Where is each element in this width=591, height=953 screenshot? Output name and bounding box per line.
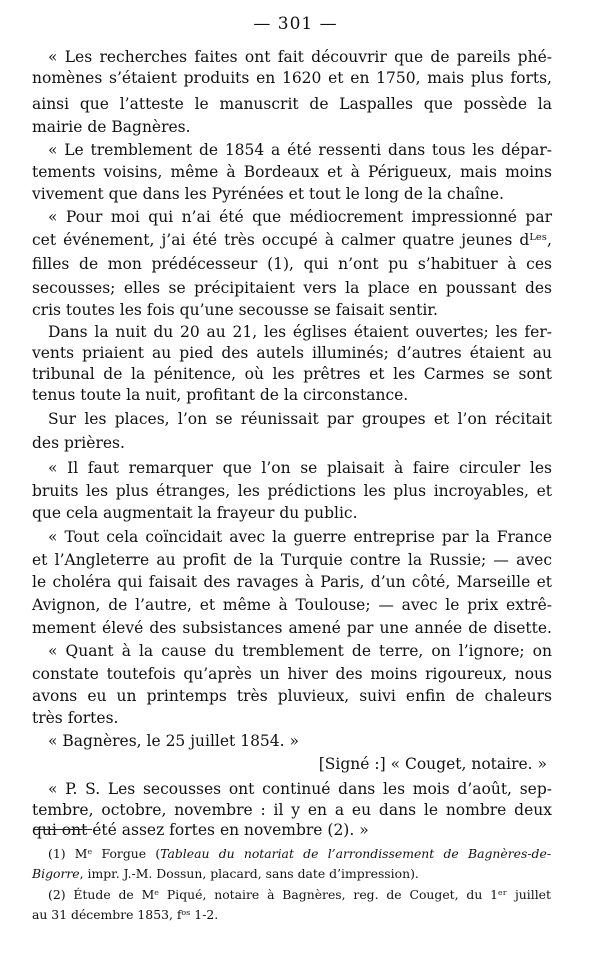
footnote-1 bbox=[48, 845, 551, 863]
text-line: tements voisins, même à Bordeaux et à Périgueux, mais moins bbox=[32, 163, 552, 181]
text-line: « Quant à la cause du tremblement de terre, on l’ignore; on bbox=[48, 642, 552, 660]
footnote-1-ref: (1) Mᵉ Forgue ( bbox=[48, 846, 161, 861]
text-line: cet événement, j’ai été très occupé à calmer quatre jeunes dᴸᵉˢ, bbox=[32, 231, 552, 249]
text-line: « Il faut remarquer que l’on se plaisait à faire circuler les bbox=[48, 459, 552, 477]
text-line: vents priaient au pied des autels illuminés; d’autres étaient au bbox=[32, 344, 552, 362]
text-line: mement élevé des subsistances amené par une année de disette. bbox=[32, 619, 552, 637]
text-line: « P. S. Les secousses ont continué dans les mois d’août, sep- bbox=[48, 780, 552, 798]
footnote-2-continued: au 31 décembre 1853, fᵒˢ 1-2. bbox=[32, 907, 219, 922]
text-line: filles de mon prédécesseur (1), qui n’ont pu s’habituer à ces bbox=[32, 255, 552, 273]
footnote-1-continued bbox=[32, 865, 419, 883]
footnote-1-title-end: Bigorre bbox=[32, 866, 80, 881]
footnote-rule bbox=[34, 829, 92, 830]
text-line: « Tout cela coïncidait avec la guerre entreprise par la France bbox=[48, 528, 552, 546]
text-line: que cela augmentait la frayeur du public. bbox=[32, 504, 358, 522]
text-line: des prières. bbox=[32, 434, 125, 452]
text-line: vivement que dans les Pyrénées et tout le long de la chaîne. bbox=[32, 185, 504, 203]
text-line: très fortes. bbox=[32, 709, 119, 727]
text-line: avons eu un printemps très pluvieux, suivi enfin de chaleurs bbox=[32, 687, 552, 705]
text-line: « Les recherches faites ont fait découvrir que de pareils phé- bbox=[48, 48, 552, 66]
text-line: cris toutes les fois qu’une secousse se faisait sentir. bbox=[32, 301, 438, 319]
text-line: ainsi que l’atteste le manuscrit de Laspalles que possède la bbox=[32, 95, 552, 113]
dateline: « Bagnères, le 25 juillet 1854. » bbox=[48, 732, 299, 750]
text-line: bruits les plus étranges, les prédictions les plus incroyables, et bbox=[32, 482, 552, 500]
page-number: — 301 — bbox=[253, 14, 338, 34]
text-line: le choléra qui faisait des ravages à Paris, d’un côté, Marseille et bbox=[32, 573, 552, 591]
text-line: tribunal de la pénitence, où les prêtres et les Carmes se sont bbox=[32, 365, 552, 383]
text-line: qui ont été assez fortes en novembre (2). » bbox=[32, 821, 369, 839]
text-line: et l’Angleterre au profit de la Turquie contre la Russie; — avec bbox=[32, 551, 552, 569]
text-line: Sur les places, l’on se réunissait par groupes et l’on récitait bbox=[48, 410, 552, 428]
text-line: tembre, octobre, novembre : il y en a eu dans le nombre deux bbox=[32, 801, 552, 819]
footnote-2: (2) Étude de Mᵉ Piqué, notaire à Bagnères, reg. de Couget, du 1ᵉʳ juillet bbox=[48, 887, 551, 902]
footnote-1-details: , impr. J.-M. Dossun, placard, sans date d’impression). bbox=[79, 866, 419, 881]
text-line: tenus toute la nuit, profitant de la circonstance. bbox=[32, 386, 409, 404]
text-line: « Pour moi qui n’ai été que médiocrement impressionné par bbox=[48, 208, 552, 226]
text-line: Dans la nuit du 20 au 21, les églises étaient ouvertes; les fer- bbox=[48, 323, 552, 341]
text-line: secousses; elles se précipitaient vers la place en poussant des bbox=[32, 279, 552, 297]
signature-line: [Signé :] « Couget, notaire. » bbox=[318, 755, 547, 773]
footnote-1-title: Tableau du notariat de l’arrondissement de Bagnères-de- bbox=[160, 846, 552, 861]
text-line: « Le tremblement de 1854 a été ressenti dans tous les dépar- bbox=[48, 141, 552, 159]
text-line: mairie de Bagnères. bbox=[32, 118, 191, 136]
text-line: Avignon, de l’autre, et même à Toulouse; — avec le prix extrê- bbox=[32, 596, 552, 614]
text-line: constate toutefois qu’après un hiver des moins rigoureux, nous bbox=[32, 665, 552, 683]
text-line: nomènes s’étaient produits en 1620 et en 1750, mais plus forts, bbox=[32, 69, 552, 87]
